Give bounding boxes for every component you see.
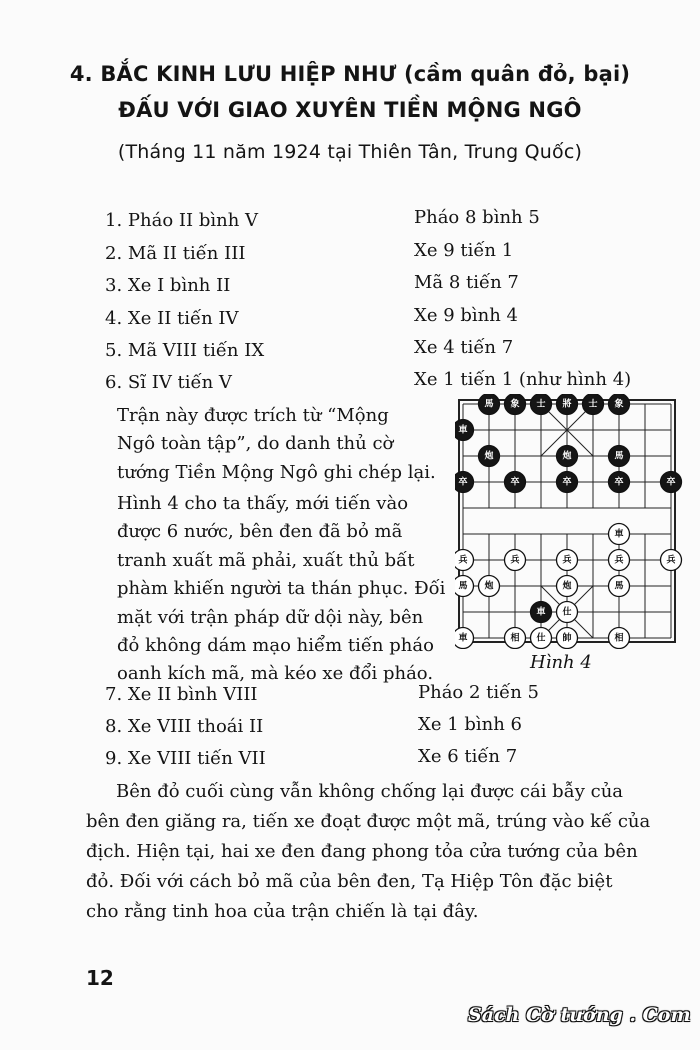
text-line: phàm khiến người ta thán phục. Đối: [117, 578, 446, 600]
piece-glyph: 帥: [562, 633, 572, 644]
piece-glyph: 兵: [562, 555, 572, 566]
move-red-4: 4. Xe II tiến IV: [105, 308, 239, 329]
piece-glyph: 馬: [614, 581, 624, 592]
move-red-7: 7. Xe II bình VIII: [105, 684, 258, 705]
piece-black: [557, 446, 578, 467]
piece-glyph: 馬: [484, 399, 494, 410]
game-date-location: (Tháng 11 năm 1924 tại Thiên Tân, Trung Quốc): [117, 141, 583, 163]
piece-red: [557, 550, 578, 571]
piece-red: [455, 628, 474, 649]
piece-red: [609, 628, 630, 649]
piece-glyph: 卒: [666, 477, 676, 488]
piece-black: [479, 394, 500, 415]
move-red-1: 1. Pháo II bình V: [105, 210, 259, 231]
text-line: tranh xuất mã phải, xuất thủ bất: [117, 549, 415, 571]
xiangqi-board-diagram: [455, 394, 687, 649]
piece-glyph: 將: [562, 399, 572, 410]
piece-glyph: 兵: [458, 555, 468, 566]
piece-glyph: 仕: [536, 633, 546, 644]
move-red-2: 2. Mã II tiến III: [105, 243, 246, 264]
text-line: địch. Hiện tại, hai xe đen đang phong tỏa cửa tướng của bên: [86, 841, 638, 862]
figure-caption: Hình 4: [530, 652, 592, 673]
piece-black: [455, 420, 474, 441]
piece-black: [479, 446, 500, 467]
piece-glyph: 士: [536, 399, 546, 410]
move-red-8: 8. Xe VIII thoái II: [105, 716, 264, 737]
text-line: Hình 4 cho ta thấy, mới tiến vào: [117, 493, 409, 514]
move-black-5: Xe 4 tiến 7: [414, 337, 514, 358]
piece-black: [557, 472, 578, 493]
piece-glyph: 炮: [484, 451, 494, 462]
piece-black: [531, 394, 552, 415]
site-logo: Sách Cờ tướng . Com: [468, 1004, 691, 1026]
text-line: Ngô toàn tập”, do danh thủ cờ: [117, 433, 394, 455]
piece-black: [557, 394, 578, 415]
piece-glyph: 車: [458, 425, 468, 436]
text-line: được 6 nước, bên đen đã bỏ mã: [117, 521, 403, 543]
chapter-subtitle: ĐẤU VỚI GIAO XUYÊN TIỀN MỘNG NGÔ: [118, 98, 582, 122]
piece-glyph: 炮: [484, 581, 494, 592]
piece-red: [609, 524, 630, 545]
piece-glyph: 兵: [510, 555, 520, 566]
text-line: Bên đỏ cuối cùng vẫn không chống lại được cái bẫy của: [116, 781, 624, 802]
piece-glyph: 仕: [562, 607, 572, 618]
text-line: đỏ. Đối với cách bỏ mã của bên đen, Tạ Hiệp Tôn đặc biệt: [86, 871, 613, 892]
intro-paragraph: [117, 402, 436, 487]
move-red-5: 5. Mã VIII tiến IX: [105, 340, 265, 361]
piece-black: [609, 472, 630, 493]
xiangqi-board: [455, 394, 687, 649]
move-black-3: Mã 8 tiến 7: [414, 272, 519, 293]
move-red-9: 9. Xe VIII tiến VII: [105, 748, 266, 769]
piece-black: [455, 472, 474, 493]
piece-red: [661, 550, 682, 571]
piece-glyph: 卒: [510, 477, 520, 488]
move-black-2: Xe 9 tiến 1: [414, 240, 514, 261]
piece-black: [505, 472, 526, 493]
text-line: cho rằng tinh hoa của trận chiến là tại đây.: [86, 901, 479, 922]
move-red-3: 3. Xe I bình II: [105, 275, 231, 296]
move-black-4: Xe 9 bình 4: [414, 305, 519, 326]
piece-glyph: 兵: [666, 555, 676, 566]
text-line: mặt với trận pháp dữ dội này, bên: [117, 606, 424, 628]
piece-red: [609, 576, 630, 597]
piece-red: [455, 576, 474, 597]
piece-glyph: 車: [614, 529, 624, 540]
analysis-paragraph: [117, 490, 446, 689]
text-line: tướng Tiền Mộng Ngô ghi chép lại.: [117, 461, 436, 483]
piece-glyph: 兵: [614, 555, 624, 566]
piece-glyph: 卒: [458, 477, 468, 488]
piece-glyph: 象: [614, 399, 624, 410]
piece-black: [609, 394, 630, 415]
text-line: oanh kích mã, mà kéo xe đổi pháo.: [117, 663, 434, 685]
piece-red: [479, 576, 500, 597]
piece-glyph: 馬: [614, 451, 624, 462]
text-line: bên đen giăng ra, tiến xe đoạt được một mã, trúng vào kế của: [86, 811, 651, 832]
move-black-1: Pháo 8 bình 5: [414, 207, 540, 228]
text-line: đỏ không dám mạo hiểm tiến pháo: [117, 635, 434, 657]
piece-glyph: 馬: [458, 581, 468, 592]
move-black-8: Xe 1 bình 6: [418, 714, 523, 735]
piece-red: [557, 628, 578, 649]
piece-red: [557, 576, 578, 597]
piece-red: [455, 550, 474, 571]
move-black-6: Xe 1 tiến 1 (như hình 4): [414, 369, 632, 390]
piece-black: [531, 602, 552, 623]
piece-black: [505, 394, 526, 415]
piece-black: [583, 394, 604, 415]
move-black-9: Xe 6 tiến 7: [418, 746, 518, 767]
page-number: 12: [86, 966, 114, 990]
piece-glyph: 炮: [562, 451, 572, 462]
text-line: Trận này được trích từ “Mộng: [117, 405, 389, 426]
piece-glyph: 相: [614, 633, 624, 644]
move-red-6: 6. Sĩ IV tiến V: [105, 372, 232, 393]
piece-glyph: 相: [510, 633, 520, 644]
piece-glyph: 卒: [614, 477, 624, 488]
piece-glyph: 車: [458, 633, 468, 644]
conclusion-paragraph: [86, 777, 692, 927]
piece-red: [609, 550, 630, 571]
piece-black: [609, 446, 630, 467]
chapter-title: 4. BẮC KINH LƯU HIỆP NHƯ (cầm quân đỏ, bại): [69, 62, 631, 86]
piece-red: [505, 550, 526, 571]
piece-black: [661, 472, 682, 493]
move-black-7: Pháo 2 tiến 5: [418, 682, 539, 703]
piece-glyph: 象: [510, 399, 520, 410]
piece-red: [531, 628, 552, 649]
piece-red: [557, 602, 578, 623]
piece-red: [505, 628, 526, 649]
piece-glyph: 士: [588, 399, 598, 410]
piece-glyph: 卒: [562, 477, 572, 488]
piece-glyph: 炮: [562, 581, 572, 592]
piece-glyph: 車: [536, 607, 546, 618]
